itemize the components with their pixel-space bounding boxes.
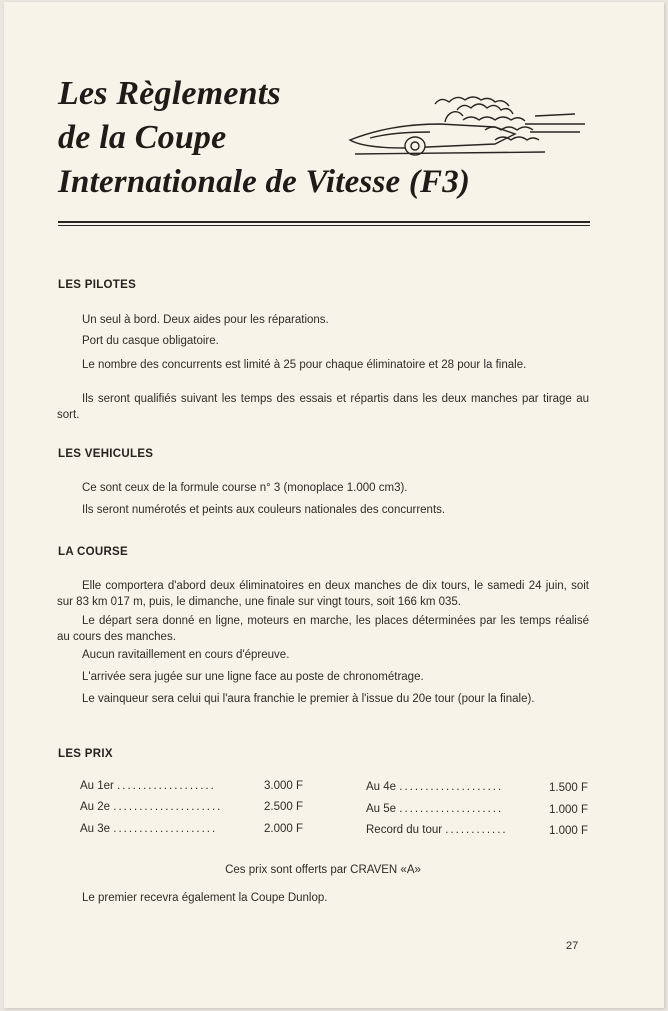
- course-paragraph-1: Elle comportera d'abord deux éliminatoires en deux manches de dix tours, le samedi 24 juin, soit sur 83 km 017 m, puis, le dimanche, une finale sur vingt tours, soit 166 km 035.: [57, 580, 589, 608]
- prize-label-2: Au 2e .....................: [80, 801, 223, 813]
- pilotes-paragraph-4: Ils seront qualifiés suivant les temps des essais et répartis dans les deux manches par tirage au sort.: [57, 393, 589, 421]
- prize-label-1: Au 1er ...................: [80, 780, 216, 792]
- prize-label-5: Au 5e ....................: [366, 803, 504, 815]
- prize-amount-record: 1.000 F: [549, 825, 588, 837]
- page-number: 27: [566, 940, 579, 952]
- prize-amount-2: 2.500 F: [264, 801, 303, 813]
- race-car-illustration: [345, 94, 590, 160]
- prize-amount-4: 1.500 F: [549, 782, 588, 794]
- title-line-1: Les Règlements: [58, 75, 281, 112]
- prize-label-record: Record du tour ............: [366, 824, 508, 836]
- section-heading-pilotes: LES PILOTES: [58, 279, 137, 291]
- vehicules-paragraph-1: Ce sont ceux de la formule course n° 3 (monoplace 1.000 cm3).: [82, 482, 408, 494]
- coupe-line: Le premier recevra également la Coupe Dunlop.: [82, 892, 328, 904]
- sponsor-line: Ces prix sont offerts par CRAVEN «A»: [225, 864, 421, 876]
- section-heading-vehicules: LES VEHICULES: [58, 448, 154, 460]
- course-paragraph-4: L'arrivée sera jugée sur une ligne face au poste de chronométrage.: [82, 671, 424, 683]
- title-line-3: Internationale de Vitesse (F3): [58, 164, 471, 200]
- title-line-2: de la Coupe: [58, 119, 227, 156]
- title-rule-bottom: [58, 225, 590, 226]
- vehicules-paragraph-2: Ils seront numérotés et peints aux couleurs nationales des concurrents.: [82, 504, 446, 516]
- course-paragraph-3: Aucun ravitaillement en cours d'épreuve.: [82, 649, 290, 661]
- pilotes-paragraph-3: Le nombre des concurrents est limité à 25 pour chaque éliminatoire et 28 pour la finale.: [82, 359, 527, 371]
- prize-amount-3: 2.000 F: [264, 823, 303, 835]
- course-paragraph-2: Le départ sera donné en ligne, moteurs en marche, les places déterminées par les temps réalisé au cours des manches.: [57, 615, 589, 643]
- course-paragraph-5: Le vainqueur sera celui qui l'aura franchie le premier à l'issue du 20e tour (pour la finale).: [82, 693, 535, 705]
- prize-label-3: Au 3e ....................: [80, 823, 218, 835]
- prize-amount-1: 3.000 F: [264, 780, 303, 792]
- pilotes-paragraph-2: Port du casque obligatoire.: [82, 335, 219, 347]
- section-heading-course: LA COURSE: [58, 546, 128, 558]
- section-heading-prix: LES PRIX: [58, 748, 113, 760]
- prize-amount-5: 1.000 F: [549, 804, 588, 816]
- prize-label-4: Au 4e ....................: [366, 781, 504, 793]
- title-rule-top: [58, 221, 590, 223]
- pilotes-paragraph-1: Un seul à bord. Deux aides pour les réparations.: [82, 314, 329, 326]
